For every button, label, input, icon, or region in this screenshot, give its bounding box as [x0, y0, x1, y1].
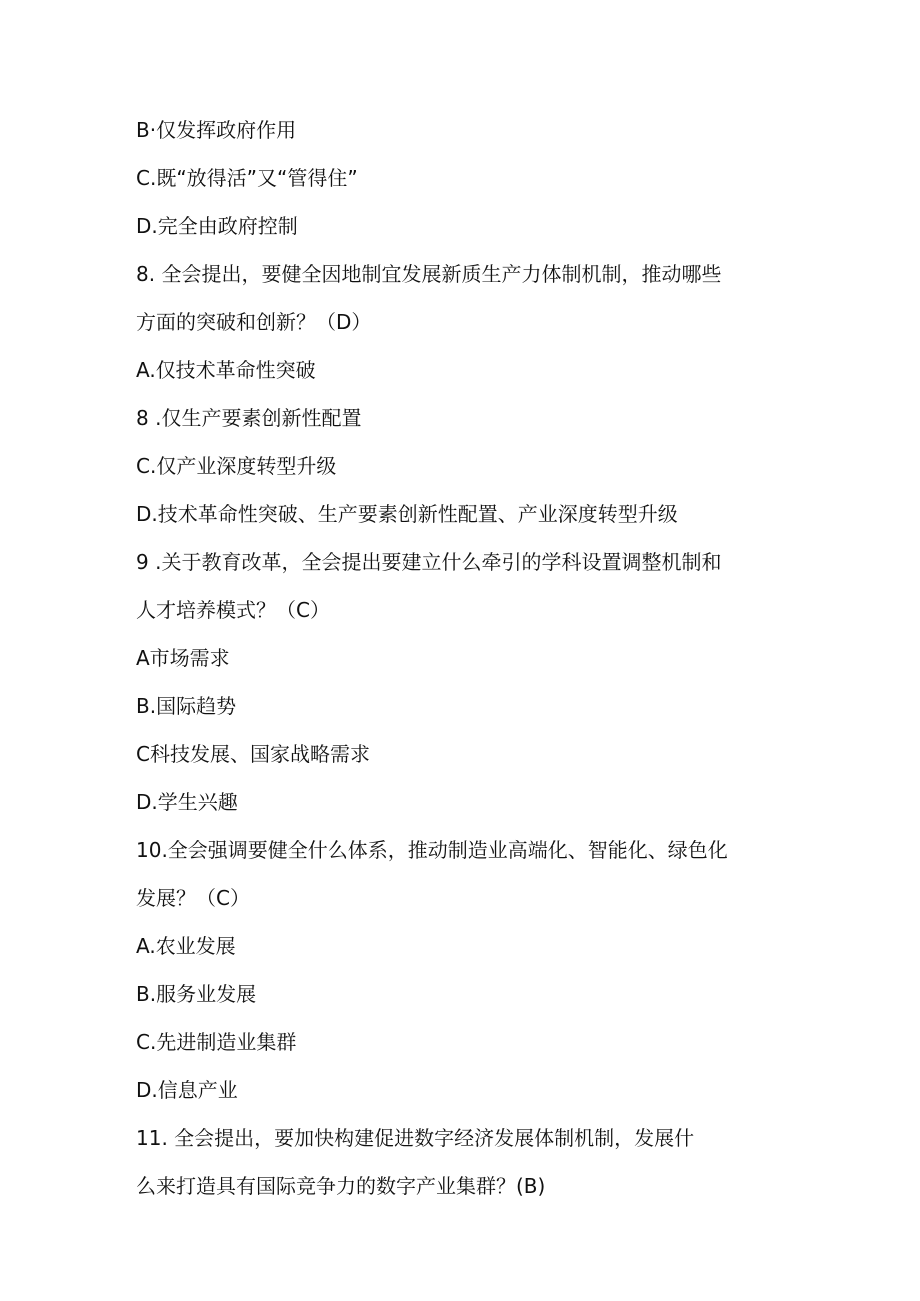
question-10-option-a: A.农业发展: [136, 934, 236, 958]
question-8-option-c: C.仅产业深度转型升级: [136, 454, 337, 478]
question-8-option-b: 8 .仅生产要素创新性配置: [136, 406, 362, 430]
question-8-line-2: 方面的突破和创新？（D）: [136, 310, 372, 334]
question-9-option-c: C科技发展、国家战略需求: [136, 742, 370, 766]
question-9-line-1: 9 .关于教育改革，全会提出要建立什么牵引的学科设置调整机制和: [136, 550, 722, 574]
option-d-line: D.完全由政府控制: [136, 214, 298, 238]
question-10-option-d: D.信息产业: [136, 1078, 238, 1102]
question-11-line-2: 么来打造具有国际竞争力的数字产业集群？(B): [136, 1174, 546, 1198]
question-11-line-1: 11. 全会提出，要加快构建促进数字经济发展体制机制，发展什: [136, 1126, 695, 1150]
question-9-option-b: B.国际趋势: [136, 694, 237, 718]
question-10-line-2: 发展？（C）: [136, 886, 250, 910]
question-8-option-a: A.仅技术革命性突破: [136, 358, 316, 382]
question-10-line-1: 10.全会强调要健全什么体系，推动制造业高端化、智能化、绿色化: [136, 838, 728, 862]
question-9-option-d: D.学生兴趣: [136, 790, 238, 814]
option-c-line: C.既“放得活”又“管得住”: [136, 166, 358, 190]
question-8-line-1: 8. 全会提出，要健全因地制宜发展新质生产力体制机制，推动哪些: [136, 262, 722, 286]
question-8-option-d: D.技术革命性突破、生产要素创新性配置、产业深度转型升级: [136, 502, 678, 526]
question-10-option-b: B.服务业发展: [136, 982, 257, 1006]
question-9-option-a: A市场需求: [136, 646, 230, 670]
question-10-option-c: C.先进制造业集群: [136, 1030, 297, 1054]
question-9-line-2: 人才培养模式？（C）: [136, 598, 330, 622]
option-b-line: B·仅发挥政府作用: [136, 118, 297, 142]
